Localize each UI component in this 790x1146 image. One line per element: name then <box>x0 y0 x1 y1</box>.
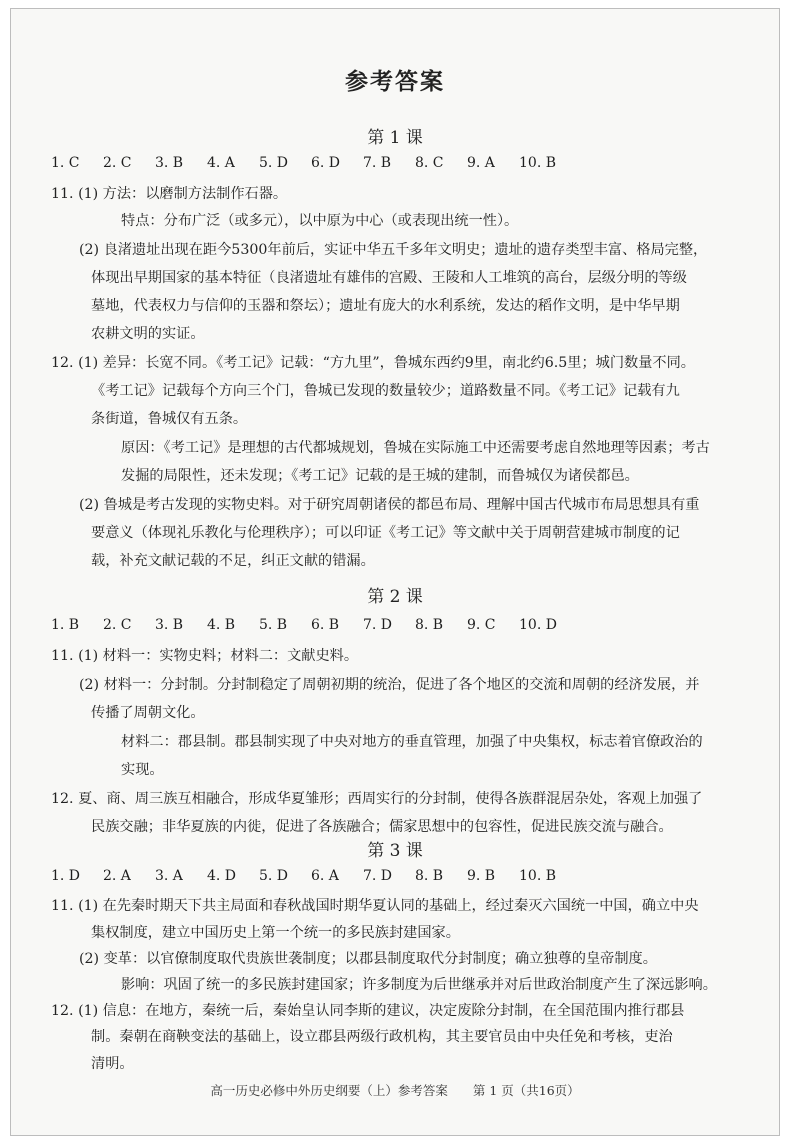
lesson-2-heading: 第 2 课 <box>367 587 423 607</box>
answer-line: 墓地，代表权力与信仰的玉器和祭坛）；遗址有庞大的水利系统，发达的稻作文明，是中华早期 <box>91 298 680 314</box>
answer-line: 体现出早期国家的基本特征（良渚遗址有雄伟的宫殿、王陵和人工堆筑的高台，层级分明的等级 <box>91 270 687 286</box>
answer-line: 集权制度，建立中国历史上第一个统一的多民族封建国家。 <box>91 925 460 941</box>
lesson-2-choice-answers <box>51 617 739 633</box>
answer-line: 载，补充文献记载的不足，纠正文献的错漏。 <box>91 553 375 569</box>
answer-item: 2. C <box>103 617 132 633</box>
answer-item: 1. B <box>51 617 80 633</box>
answer-line: 实现。 <box>121 762 164 778</box>
answer-line: 11. (1) 材料一：实物史料；材料二：文献史料。 <box>51 648 359 664</box>
answer-item: 3. B <box>155 155 184 171</box>
answer-item: 5. D <box>259 868 289 884</box>
answer-item: 1. C <box>51 155 80 171</box>
answer-line: 民族交融；非华夏族的内徙，促进了各族融合；儒家思想中的包容性，促进民族交流与融合。 <box>91 819 673 835</box>
answer-line: (2) 良渚遗址出现在距今5300年前后，实证中华五千多年文明史；遗址的遗存类型丰富、格局完整， <box>79 242 708 258</box>
answer-line: 材料二：郡县制。郡县制实现了中央对地方的垂直管理，加强了中央集权，标志着官僚政治的 <box>121 734 703 750</box>
answer-line: (2) 鲁城是考古发现的实物史料。对于研究周朝诸侯的都邑布局、理解中国古代城市布局思想具有重 <box>79 497 700 513</box>
answer-item: 5. B <box>259 617 288 633</box>
answer-item: 8. C <box>415 155 444 171</box>
answer-line: 原因：《考工记》是理想的古代都城规划，鲁城在实际施工中还需要考虑自然地理等因素；考古 <box>121 440 710 456</box>
answer-line: 12. (1) 差异：长宽不同。《考工记》记载：“方九里”，鲁城东西约9里，南北约6.5里；城门数量不同。 <box>51 355 695 371</box>
answer-line: 制。秦朝在商鞅变法的基础上，设立郡县两级行政机构，其主要官员由中央任免和考核，吏治 <box>91 1029 673 1045</box>
answer-item: 8. B <box>415 617 444 633</box>
lesson-1-choice-answers <box>51 155 739 171</box>
answer-item: 10. B <box>519 868 557 884</box>
answer-line: 要意义（体现礼乐教化与伦理秩序）；可以印证《考工记》等文献中关于周朝营建城市制度的记 <box>91 525 680 541</box>
answer-line: (2) 变革：以官僚制度取代贵族世袭制度；以郡县制度取代分封制度；确立独尊的皇帝制度。 <box>79 951 657 967</box>
answer-item: 9. A <box>467 155 495 171</box>
answer-item: 7. D <box>363 868 393 884</box>
lesson-1-heading: 第 1 课 <box>367 128 423 148</box>
answer-line: 农耕文明的实证。 <box>91 326 205 342</box>
answer-item: 6. A <box>311 868 339 884</box>
answer-line: 条街道，鲁城仅有五条。 <box>91 411 248 427</box>
answer-item: 4. A <box>207 155 235 171</box>
answer-line: 传播了周朝文化。 <box>91 705 205 721</box>
answer-item: 8. B <box>415 868 444 884</box>
answer-item: 6. D <box>311 155 341 171</box>
answer-line: 11. (1) 在先秦时期天下共主局面和春秋战国时期华夏认同的基础上，经过秦灭六国统一中国，确立中央 <box>51 898 699 914</box>
answer-item: 7. D <box>363 617 393 633</box>
answer-line: 特点：分布广泛（或多元），以中原为中心（或表现出统一性）。 <box>121 213 519 229</box>
answer-item: 3. A <box>155 868 183 884</box>
answer-item: 6. B <box>311 617 340 633</box>
answer-line: 发掘的局限性，还未发现；《考工记》记载的是王城的建制，而鲁城仅为诸侯都邑。 <box>121 468 639 484</box>
page-title: 参考答案 <box>345 69 445 95</box>
lesson-3-heading: 第 3 课 <box>367 841 423 861</box>
answer-line: 影响：巩固了统一的多民族封建国家；许多制度为后世继承并对后世政治制度产生了深远影响。 <box>121 977 717 993</box>
answer-line: 12. 夏、商、周三族互相融合，形成华夏雏形；西周实行的分封制，使得各族群混居杂处，客观上加强了 <box>51 791 703 807</box>
answer-item: 2. A <box>103 868 131 884</box>
answer-item: 4. B <box>207 617 236 633</box>
answer-item: 2. C <box>103 155 132 171</box>
answer-item: 7. B <box>363 155 392 171</box>
answer-item: 4. D <box>207 868 237 884</box>
lesson-3-choice-answers <box>51 868 739 884</box>
answer-line: 12. (1) 信息：在地方，秦统一后，秦始皇认同李斯的建议，决定废除分封制，在全国范围内推行郡县 <box>51 1003 685 1019</box>
answer-item: 9. C <box>467 617 496 633</box>
answer-line: (2) 材料一：分封制。分封制稳定了周朝初期的统治，促进了各个地区的交流和周朝的经济发展，并 <box>79 677 700 693</box>
page-footer: 高一历史必修中外历史纲要（上）参考答案 第 1 页（共16页） <box>210 1083 580 1098</box>
answer-line: 《考工记》记载每个方向三个门，鲁城已发现的数量较少；道路数量不同。《考工记》记载有九 <box>91 383 680 399</box>
answer-item: 3. B <box>155 617 184 633</box>
document-page <box>10 8 780 1136</box>
answer-item: 10. B <box>519 155 557 171</box>
answer-line: 11. (1) 方法：以磨制方法制作石器。 <box>51 186 288 202</box>
answer-item: 5. D <box>259 155 289 171</box>
answer-item: 9. B <box>467 868 496 884</box>
answer-item: 10. D <box>519 617 557 633</box>
answer-line: 清明。 <box>91 1056 134 1072</box>
answer-item: 1. D <box>51 868 81 884</box>
